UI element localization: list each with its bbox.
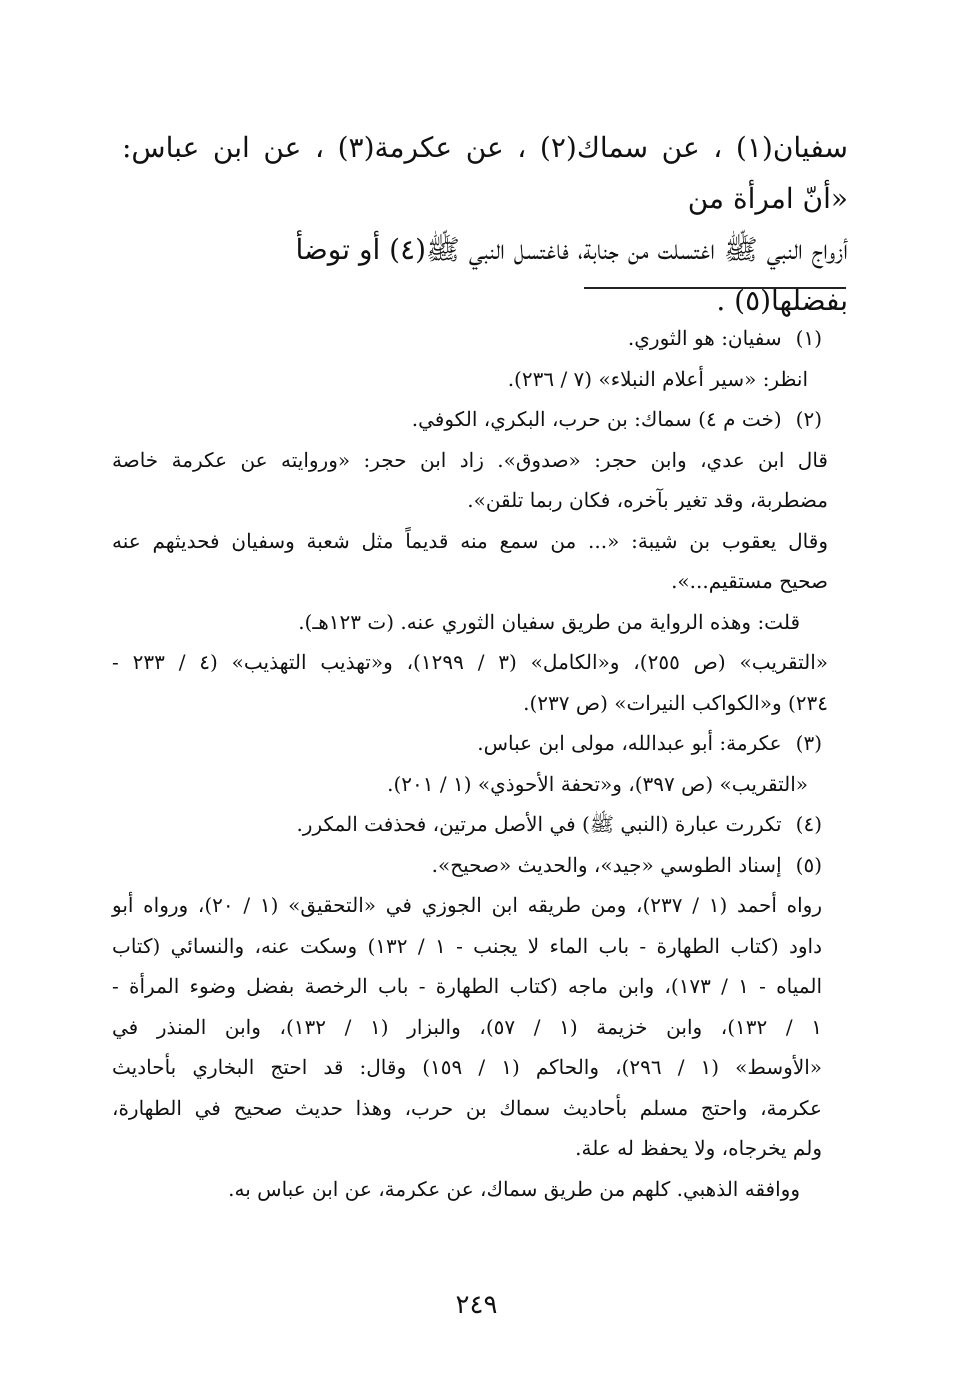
footnote-line: ٢٣٤) و«الكواكب النيرات» (ص ٢٣٧). [523,690,828,715]
footnote-line: وقال يعقوب بن شيبة: «... من سمع منه قديماً مثل شعبة وسفيان فحديثهم عنه [112,528,828,553]
footnote-text: (خت م ٤) سماك: بن حرب، البكري، الكوفي. [411,407,782,431]
footnote-line: ١ / ١٣٢)، وابن خزيمة (١ / ٥٧)، والبزار (١ / ١٣٢)، وابن المنذر في [112,1014,823,1039]
footnote-number: (٥) [795,852,822,877]
footnote-text: سفيان: هو الثوري. [627,326,782,350]
footnote-line: عكرمة، واحتج مسلم بأحاديث سماك بن حرب، وهذا حديث صحيح في الطهارة، [112,1095,822,1120]
footnote-number: (٢) [795,407,822,431]
footnote-number: (٤) [795,812,822,836]
footnote-line: «الأوسط» (١ / ٢٩٦)، والحاكم (١ / ١٥٩) وقال: قد احتج البخاري بأحاديث [112,1055,823,1079]
footnote-line: مضطربة، وقد تغير بآخره، فكان ربما تلقن». [467,488,828,512]
footnote-text: إسناد الطوسي «جيد»، والحديث «صحيح». [431,852,782,877]
footnote-1 [112,318,852,359]
main-text-line: أزواج النبي ﷺ اغتسلت من جنابة، فاغتسل النبي ﷺ(٤) أو توضأ [295,233,848,266]
footnote-line: رواه أحمد (١ / ٢٣٧)، ومن طريقه ابن الجوزي في «التحقيق» (١ / ٢٠)، ورواه أبو [112,893,823,917]
footnote-2 [112,399,852,440]
footnote-line: «التقريب» (ص ٣٩٧)، و«تحفة الأحوذي» (١ / ٢٠١). [387,771,808,796]
footnote-line: انظر: «سير أعلام النبلاء» (٧ / ٢٣٦). [507,366,808,391]
footnote-line: «التقريب» (ص ٢٥٥)، و«الكامل» (٣ / ١٢٩٩)، و«تهذيب التهذيب» (٤ / ٢٣٣ - [112,650,829,674]
footnote-line: داود (كتاب الطهارة - باب الماء لا يجنب - ١ / ١٣٢) وسكت عنه، والنسائي (كتاب [112,933,823,958]
footnote-text: تكررت عبارة (النبي ﷺ) في الأصل مرتين، فحذفت المكرر. [296,812,782,836]
footnote-text: عكرمة: أبو عبدالله، مولى ابن عباس. [477,731,782,755]
footnotes [112,318,852,1209]
footnote-line: ووافقه الذهبي. كلهم من طريق سماك، عن عكرمة، عن ابن عباس به. [228,1176,800,1201]
footnote-line: قلت: وهذه الرواية من طريق سفيان الثوري عنه. (ت ١٢٣هـ). [298,609,800,634]
main-text [122,122,848,326]
footnote-line: صحيح مستقيم...». [671,569,828,593]
footnote-5 [112,845,852,886]
footnote-4 [112,804,852,845]
footnote-3 [112,723,852,764]
page-number: ٢٤٩ [455,1290,498,1320]
footnote-number: (١) [795,326,822,350]
footnote-line: ولم يخرجاه، ولا يحفظ له علة. [575,1136,822,1160]
footnote-line: المياه - ١ / ١٧٣)، وابن ماجه (كتاب الطهارة - باب الرخصة بفضل وضوء المرأة - [112,974,823,998]
main-text-line: بفضلها(٥) . [716,284,848,317]
footnote-separator [584,287,846,289]
footnote-number: (٣) [795,731,822,755]
main-text-line: سفيان(١) ، عن سماك(٢) ، عن عكرمة(٣) ، عن ابن عباس: «أنّ امرأة من [122,131,848,215]
footnote-line: قال ابن عدي، وابن حجر: «صدوق». زاد ابن حجر: «وروايته عن عكرمة خاصة [112,447,828,472]
